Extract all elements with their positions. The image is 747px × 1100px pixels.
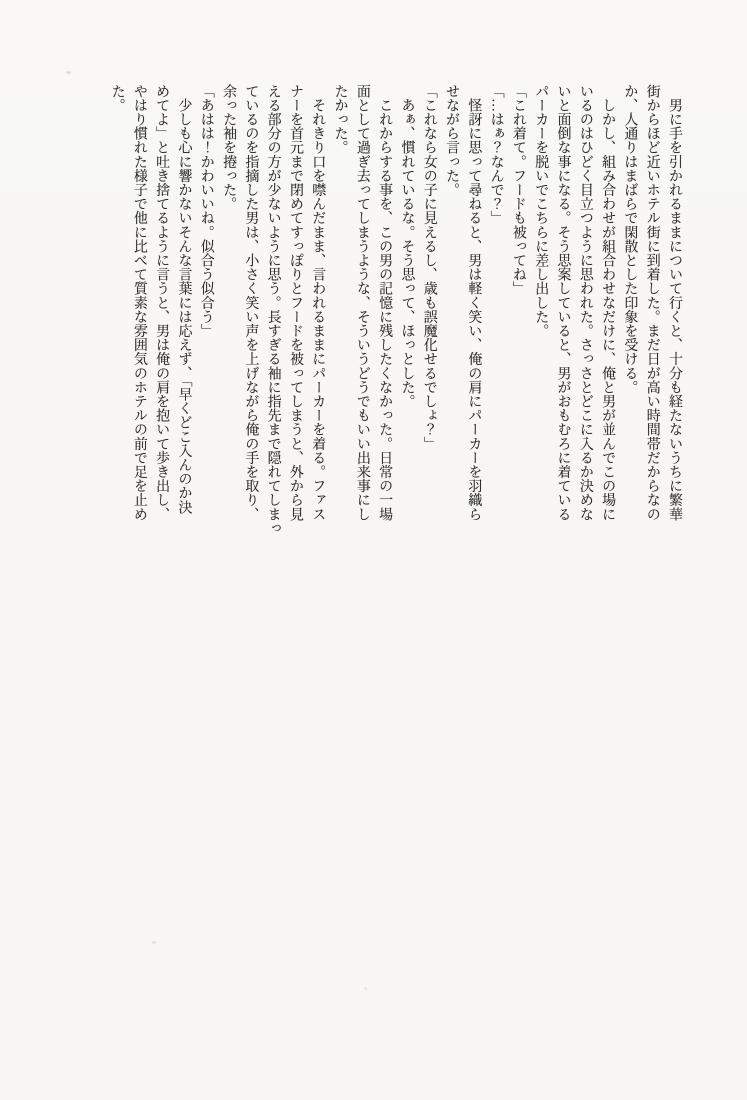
text-line: めてよ」と吐き捨てるように言うと、男は俺の肩を抱いて歩き出し、 xyxy=(154,84,170,522)
vertical-text-block xyxy=(105,84,685,536)
text-line: せながら言った。 xyxy=(444,84,460,197)
text-line: 街からほど近いホテル街に到着した。まだ日が高い時間帯だからなの xyxy=(644,84,660,522)
text-line: 「これなら女の子に見えるし、歳も誤魔化せるでしょ？」 xyxy=(421,84,437,451)
text-line: 面として過ぎ去ってしまうような、そういうどうでもいい出来事にし xyxy=(354,84,370,522)
text-line: しかし、組み合わせが組合わせなだけに、俺と男が並んでこの場に xyxy=(600,84,616,522)
text-line: それきり口を噤んだまま、言われるままにパーカーを着る。ファス xyxy=(310,84,326,522)
text-line: 怪訝に思って尋ねると、男は軽く笑い、俺の肩にパーカーを羽織ら xyxy=(466,84,482,522)
text-line: いるのはひどく目立つように思われた。さっさとどこに入るか決めな xyxy=(577,84,593,522)
text-line: ているのを指摘した男は、小さく笑い声を上げながら俺の手を取り、 xyxy=(243,84,259,522)
text-line: いと面倒な事になる。そう思案していると、男がおもむろに着ている xyxy=(555,84,571,522)
text-line: える部分の方が少ないように思う。長すぎる袖に指先まで隠れてしまっ xyxy=(265,84,281,536)
text-line: 「これ着て。フードも被ってね」 xyxy=(510,84,526,296)
text-line: 「…はぁ？なんで？」 xyxy=(488,84,504,225)
text-line: これからする事を、この男の記憶に残したくなかった。日常の一場 xyxy=(377,84,393,522)
text-line: あぁ、慣れているな。そう思って、ほっとした。 xyxy=(399,84,415,409)
text-line: やはり慣れた様子で他に比べて質素な雰囲気のホテルの前で足を止め xyxy=(131,84,147,522)
scan-speck xyxy=(152,941,156,944)
text-line: ナーを首元まで閉めてすっぽりとフードを被ってしまうと、外から見 xyxy=(287,84,303,522)
text-line: 「あはは！かわいいね。似合う似合う」 xyxy=(198,84,214,338)
text-line: 男に手を引かれるままについて行くと、十分も経たないうちに繁華 xyxy=(667,84,682,522)
text-line: パーカーを脱いでこちらに差し出した。 xyxy=(533,84,549,338)
text-line: た。 xyxy=(109,84,125,113)
text-line: 少しも心に響かないそんな言葉には応えず、「早くどこ入んのか決 xyxy=(176,84,192,515)
text-line: たかった。 xyxy=(332,84,348,155)
text-line: 余った袖を捲った。 xyxy=(221,84,237,211)
text-line: か、人通りはまばらで閑散とした印象を受ける。 xyxy=(622,84,638,395)
scan-speck xyxy=(66,71,71,74)
scan-speck xyxy=(364,987,367,990)
